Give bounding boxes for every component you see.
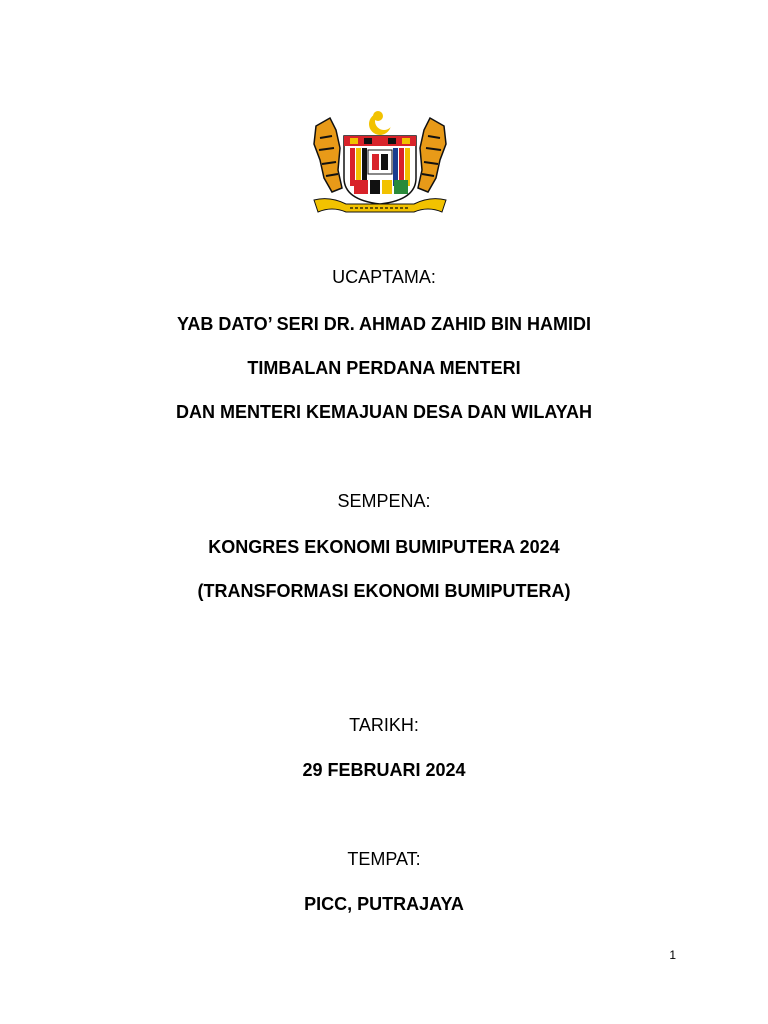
speaker-title-2: DAN MENTERI KEMAJUAN DESA DAN WILAYAH xyxy=(175,402,593,422)
left-tiger-icon xyxy=(314,118,342,192)
tempat-label: TEMPAT: xyxy=(347,849,421,869)
star-icon xyxy=(373,111,383,121)
speaker-title-1: TIMBALAN PERDANA MENTERI xyxy=(247,358,521,378)
tarikh-label: TARIKH: xyxy=(349,715,419,735)
ucaptama-label: UCAPTAMA: xyxy=(332,267,436,287)
event-theme: (TRANSFORMASI EKONOMI BUMIPUTERA) xyxy=(197,581,571,601)
event-venue: PICC, PUTRAJAYA xyxy=(304,894,464,914)
speaker-name: YAB DATO’ SERI DR. AHMAD ZAHID BIN HAMIDI xyxy=(176,314,592,334)
sempena-label: SEMPENA: xyxy=(337,491,431,511)
right-tiger-icon xyxy=(418,118,446,192)
event-date: 29 FEBRUARI 2024 xyxy=(302,760,466,780)
event-name: KONGRES EKONOMI BUMIPUTERA 2024 xyxy=(208,537,560,557)
page-number: 1 xyxy=(669,948,676,962)
coat-of-arms-emblem xyxy=(310,108,450,220)
